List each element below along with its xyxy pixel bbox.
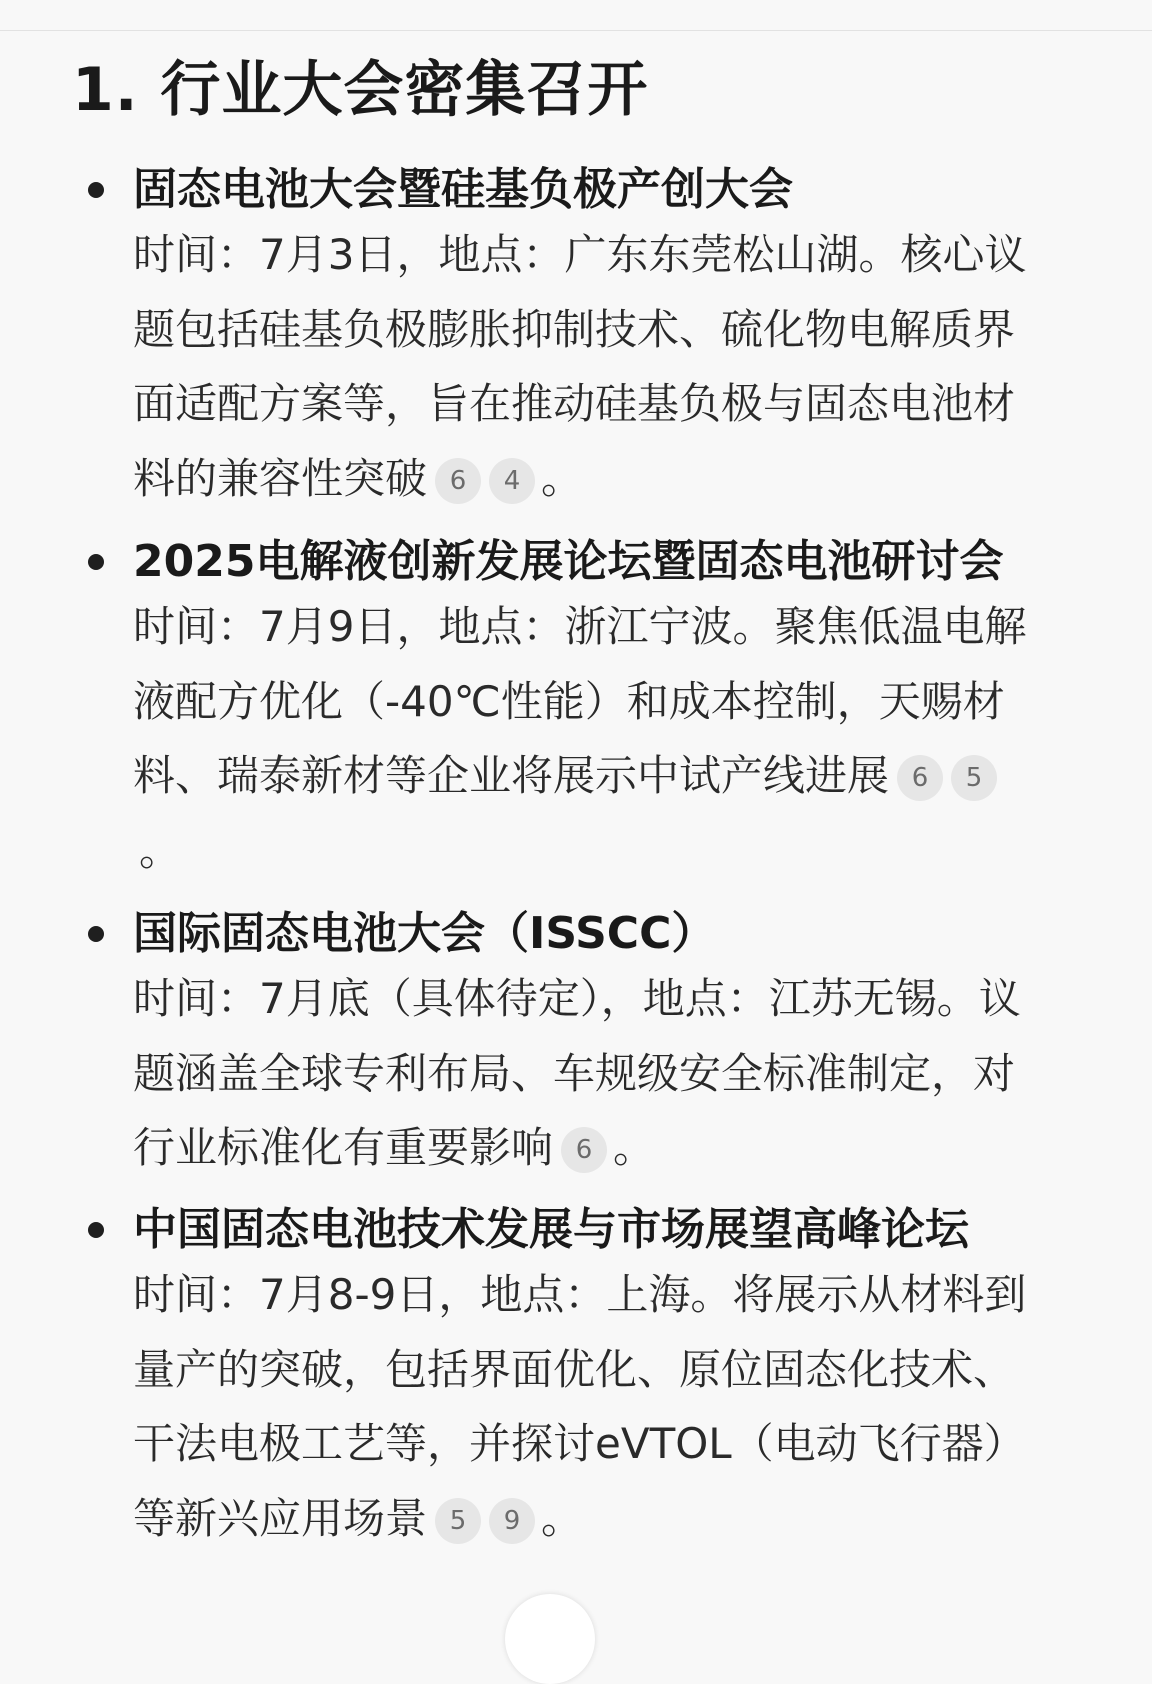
citation-badge[interactable]: 6 bbox=[897, 755, 943, 801]
item-description bbox=[133, 218, 1043, 516]
item-body-text: 时间：7月9日，地点：浙江宁波。聚焦低温电解液配方优化（-40℃性能）和成本控制，天赐材料、瑞泰新材等企业将展示中试产线进展 bbox=[133, 602, 1027, 800]
item-title: 2025电解液创新发展论坛暨固态电池研讨会 bbox=[133, 536, 1004, 587]
item-description bbox=[133, 590, 1043, 888]
citation-badge[interactable]: 5 bbox=[435, 1498, 481, 1544]
top-divider bbox=[0, 30, 1152, 31]
end-punctuation: 。 bbox=[541, 453, 584, 503]
item-title: 国际固态电池大会（ISSCC） bbox=[133, 908, 716, 959]
citation-badge[interactable]: 6 bbox=[435, 458, 481, 504]
item-description bbox=[133, 962, 1043, 1186]
citation-badge[interactable]: 5 bbox=[951, 755, 997, 801]
citation-badge[interactable]: 6 bbox=[561, 1127, 607, 1173]
citation-badge[interactable]: 9 bbox=[489, 1498, 535, 1544]
section-title: 1. 行业大会密集召开 bbox=[72, 55, 649, 125]
end-punctuation: 。 bbox=[613, 1123, 656, 1172]
bullet-dot bbox=[88, 1222, 104, 1238]
end-punctuation: 。 bbox=[541, 1493, 584, 1543]
end-punctuation: 。 bbox=[139, 825, 182, 875]
item-title: 固态电池大会暨硅基负极产创大会 bbox=[133, 164, 793, 215]
bullet-dot bbox=[88, 554, 104, 570]
item-title: 中国固态电池技术发展与市场展望高峰论坛 bbox=[133, 1204, 969, 1255]
item-body-text: 时间：7月底（具体待定），地点：江苏无锡。议题涵盖全球专利布局、车规级安全标准制定，对行业标准化有重要影响 bbox=[133, 974, 1021, 1172]
scroll-to-bottom-button[interactable] bbox=[505, 1594, 595, 1684]
item-body-text: 时间：7月3日，地点：广东东莞松山湖。核心议题包括硅基负极膨胀抑制技术、硫化物电解质界面适配方案等，旨在推动硅基负极与固态电池材料的兼容性突破 bbox=[133, 230, 1027, 503]
item-body-text: 时间：7月8-9日，地点：上海。将展示从材料到量产的突破，包括界面优化、原位固态化技术、干法电极工艺等，并探讨eVTOL（电动飞行器）等新兴应用场景 bbox=[133, 1270, 1027, 1543]
citation-badge[interactable]: 4 bbox=[489, 458, 535, 504]
bullet-dot bbox=[88, 926, 104, 942]
item-description bbox=[133, 1258, 1043, 1556]
bullet-dot bbox=[88, 182, 104, 198]
